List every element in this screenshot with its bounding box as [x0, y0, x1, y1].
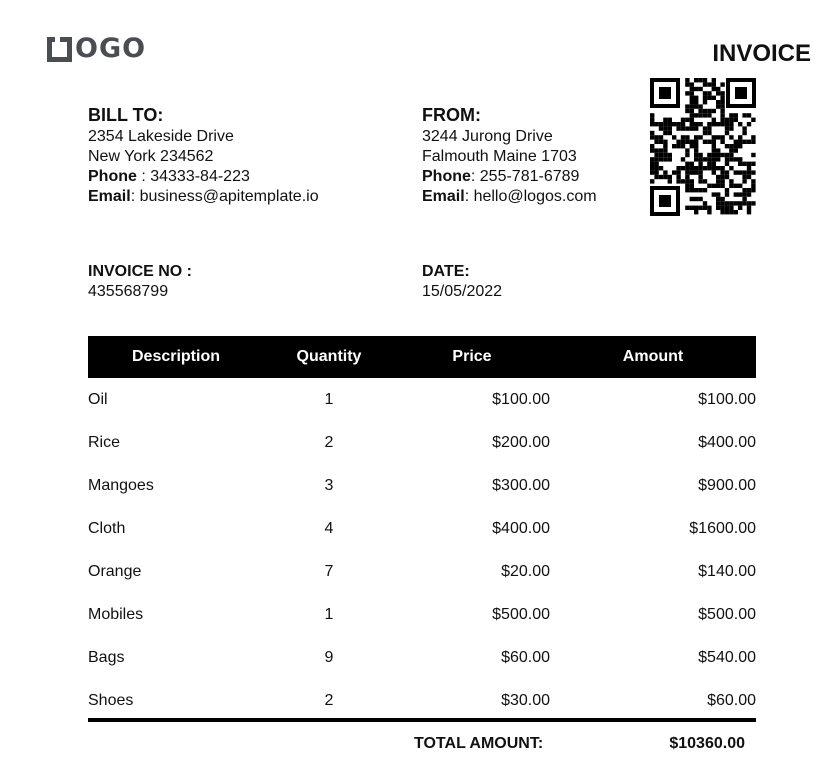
- table-row: [88, 464, 756, 507]
- from-phone: [422, 167, 597, 187]
- from-email-value: : hello@logos.com: [464, 188, 597, 205]
- document-title: INVOICE: [712, 40, 811, 67]
- column-header-price: Price: [452, 348, 492, 365]
- cell-amount: $400.00: [698, 433, 756, 451]
- cell-price: $400.00: [492, 519, 550, 537]
- cell-amount: $500.00: [698, 605, 756, 623]
- from-email: [422, 187, 597, 207]
- from-address-line2: Falmouth Maine 1703: [422, 148, 577, 165]
- bill-to-phone: [88, 167, 319, 187]
- cell-quantity: 2: [324, 433, 334, 451]
- bill-to-phone-label: Phone: [88, 168, 137, 185]
- cell-price: $30.00: [501, 691, 550, 709]
- logo-text: OGO: [75, 33, 147, 64]
- bill-to-email-value: : business@apitemplate.io: [130, 188, 319, 205]
- bill-to-section: [88, 103, 319, 207]
- cell-amount: $540.00: [698, 648, 756, 666]
- cell-description: Orange: [88, 562, 142, 580]
- cell-quantity: 3: [324, 476, 334, 494]
- total-divider: [88, 718, 756, 722]
- bill-to-address-line2: New York 234562: [88, 148, 214, 165]
- cell-amount: $100.00: [698, 390, 756, 408]
- invoice-number-label: INVOICE NO :: [88, 263, 193, 280]
- cell-quantity: 4: [324, 519, 334, 537]
- table-row: [88, 507, 756, 550]
- bill-to-phone-value: : 34333-84-223: [136, 168, 250, 185]
- cell-description: Mangoes: [88, 476, 154, 494]
- from-section: [422, 103, 597, 207]
- qr-code-icon: [650, 78, 756, 218]
- date-section: [422, 262, 502, 302]
- cell-price: $200.00: [492, 433, 550, 451]
- cell-price: $300.00: [492, 476, 550, 494]
- cell-price: $60.00: [501, 648, 550, 666]
- cell-quantity: 7: [324, 562, 334, 580]
- cell-price: $500.00: [492, 605, 550, 623]
- table-row: [88, 593, 756, 636]
- from-phone-value: : 255-781-6789: [470, 168, 580, 185]
- table-row: [88, 679, 756, 722]
- cell-description: Shoes: [88, 691, 134, 709]
- date-label: DATE:: [422, 263, 470, 280]
- logo-mark-icon: [47, 37, 72, 62]
- cell-amount: $1600.00: [689, 519, 756, 537]
- cell-quantity: 9: [324, 648, 334, 666]
- cell-description: Cloth: [88, 519, 126, 537]
- line-items-table: [88, 336, 756, 722]
- total-amount-value: $10360.00: [669, 735, 745, 752]
- total-amount-label: TOTAL AMOUNT:: [414, 735, 544, 752]
- bill-to-email: [88, 187, 319, 207]
- cell-description: Bags: [88, 648, 125, 666]
- from-phone-label: Phone: [422, 168, 471, 185]
- table-row: [88, 550, 756, 593]
- table-row: [88, 421, 756, 464]
- cell-price: $100.00: [492, 390, 550, 408]
- invoice-number-section: [88, 262, 192, 302]
- table-row: [88, 378, 756, 421]
- bill-to-email-label: Email: [88, 188, 131, 205]
- cell-amount: $900.00: [698, 476, 756, 494]
- table-header-row: [88, 336, 756, 378]
- from-email-label: Email: [422, 188, 465, 205]
- from-heading: FROM:: [422, 105, 481, 125]
- table-row: [88, 636, 756, 679]
- column-header-amount: Amount: [622, 348, 684, 365]
- cell-quantity: 1: [324, 605, 334, 623]
- from-address-line1: 3244 Jurong Drive: [422, 128, 553, 145]
- bill-to-address-line1: 2354 Lakeside Drive: [88, 128, 234, 145]
- company-logo: [47, 35, 146, 63]
- cell-quantity: 1: [324, 390, 334, 408]
- cell-amount: $60.00: [707, 691, 756, 709]
- cell-price: $20.00: [501, 562, 550, 580]
- bill-to-heading: BILL TO:: [88, 105, 164, 125]
- date-value: 15/05/2022: [422, 283, 503, 300]
- cell-description: Mobiles: [88, 605, 144, 623]
- column-header-quantity: Quantity: [296, 348, 362, 365]
- cell-description: Rice: [88, 433, 121, 451]
- column-header-description: Description: [131, 348, 220, 365]
- invoice-number-value: 435568799: [88, 283, 169, 300]
- cell-amount: $140.00: [698, 562, 756, 580]
- cell-quantity: 2: [324, 691, 334, 709]
- cell-description: Oil: [88, 390, 108, 408]
